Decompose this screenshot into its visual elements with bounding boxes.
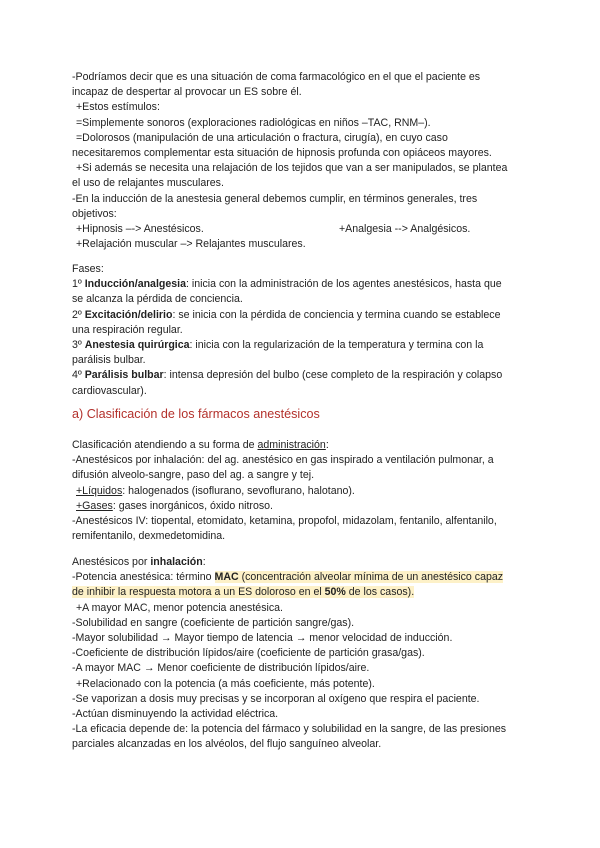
inhalation-line: -Actúan disminuyendo la actividad eléctrica. (72, 708, 279, 721)
intro-line: incapaz de despertar al provocar un ES sobre él. (72, 86, 302, 99)
phase-1: 1º Inducción/analgesia: inicia con la administración de los agentes anestésicos, hasta que (72, 278, 502, 291)
inhalation-line: -Solubilidad en sangre (coeficiente de partición sangre/gas). (72, 616, 355, 629)
classification-section (72, 438, 532, 544)
inhalation-line: +Relacionado con la potencia (a más coeficiente, más potente). (76, 677, 375, 690)
classification-title: Clasificación atendiendo a su forma de administración: (72, 439, 329, 451)
intro-line: +Estos estímulos: (76, 101, 160, 114)
classification-line: difusión alveolo-sangre, paso del ag. a sangre y tej. (72, 469, 315, 482)
phases-title: Fases: (72, 263, 104, 275)
section-heading: a) Clasificación de los fármacos anestésicos (72, 407, 320, 421)
intro-line: =Simplemente sonoros (exploraciones radiológicas en niños –TAC, RNM–). (76, 116, 431, 129)
intro-line: objetivos: (72, 207, 117, 220)
intro-line: el uso de relajantes musculares. (72, 177, 224, 190)
intro-line: -En la inducción de la anestesia general debemos cumplir, en términos generales, tres (72, 192, 478, 205)
inhalation-line: parciales alcanzadas en los alvéolos, del flujo sanguíneo alveolar. (72, 738, 382, 751)
intro-section (72, 70, 532, 252)
phase-3: 3º Anestesia quirúrgica: inicia con la regularización de la temperatura y termina con la (72, 339, 484, 352)
intro-line: -Podríamos decir que es una situación de coma farmacológico en el que el paciente es (72, 71, 481, 83)
phase-4-cont: cardiovascular). (72, 384, 147, 397)
inhalation-line: de inhibir la respuesta motora a un ES doloroso en el 50% de los casos). (72, 586, 415, 599)
phase-4: 4º Parálisis bulbar: intensa depresión del bulbo (cese completo de la respiración y colapso (72, 369, 503, 382)
objective-hypnosis: +Hipnosis –-> Anestésicos. (76, 223, 204, 236)
phase-1-cont: se alcanza la pérdida de conciencia. (72, 293, 243, 306)
intro-line: necesitaremos complementar esta situación de hipnosis profunda con opiáceos mayores. (72, 147, 492, 160)
inhalation-line: +A mayor MAC, menor potencia anestésica. (76, 601, 283, 614)
objectives-line (72, 222, 532, 237)
inhalation-section (72, 555, 532, 753)
inhalation-title: Anestésicos por inhalación: (72, 556, 206, 568)
inhalation-line: -Mayor solubilidad → Mayor tiempo de latencia → menor velocidad de inducción. (72, 632, 453, 645)
inhalation-line: -Se vaporizan a dosis muy precisas y se incorporan al oxígeno que respira el paciente. (72, 692, 480, 705)
classification-line: -Anestésicos por inhalación: del ag. anestésico en gas inspirado a ventilación pulmonar, a (72, 454, 494, 467)
inhalation-line: -Coeficiente de distribución lípidos/aire (coeficiente de partición grasa/gas). (72, 647, 425, 660)
phase-3-cont: parálisis bulbar. (72, 354, 146, 367)
inhalation-line: -Potencia anestésica: término MAC (concentración alveolar mínima de un anestésico capaz (72, 571, 504, 584)
classification-line: remifentanilo, dexmedetomidina. (72, 530, 226, 543)
phase-2-cont: una respiración regular. (72, 323, 183, 336)
intro-line: =Dolorosos (manipulación de una articulación o fractura, cirugía), en cuyo caso (76, 131, 448, 144)
objective-analgesia: +Analgesia --> Analgésicos. (339, 223, 471, 236)
classification-gases: +Gases: gases inorgánicos, óxido nitroso. (76, 499, 273, 512)
objective-relaxation: +Relajación muscular –> Relajantes musculares. (76, 238, 306, 251)
classification-line: -Anestésicos IV: tiopental, etomidato, ketamina, propofol, midazolam, fentanilo, alfentanilo, (72, 515, 497, 528)
inhalation-line: -La eficacia depende de: la potencia del fármaco y solubilidad en la sangre, de las presiones (72, 723, 507, 736)
inhalation-line: -A mayor MAC → Menor coeficiente de distribución lípidos/aire. (72, 662, 370, 675)
intro-line: +Si además se necesita una relajación de los tejidos que van a ser manipulados, se plantea (76, 162, 508, 175)
phases-section (72, 262, 532, 399)
classification-liquids: +Líquidos: halogenados (isoflurano, sevoflurano, halotano). (76, 484, 355, 497)
phase-2: 2º Excitación/delirio: se inicia con la pérdida de conciencia y termina cuando se establece (72, 308, 501, 321)
